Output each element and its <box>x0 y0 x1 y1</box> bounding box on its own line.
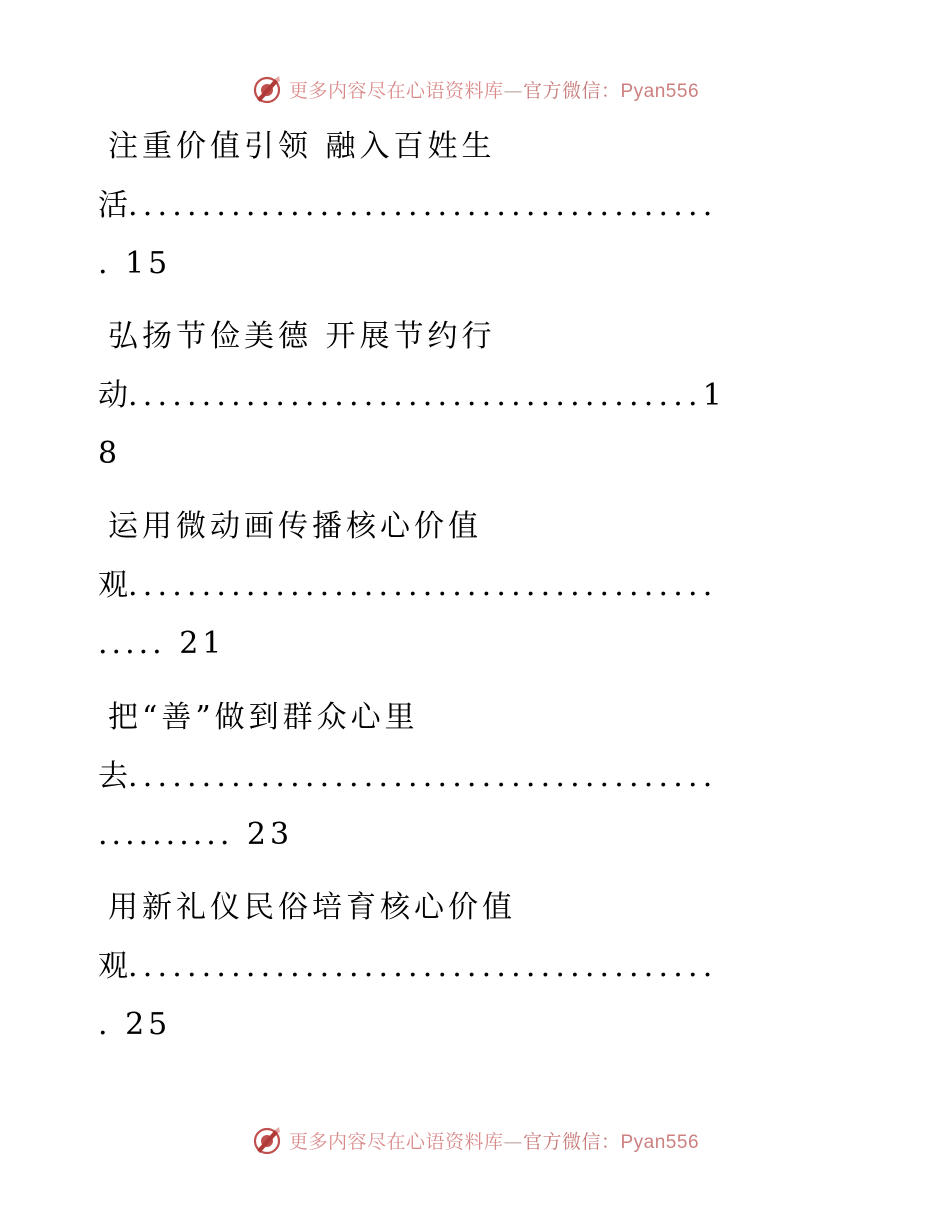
pen-logo-icon <box>251 73 283 105</box>
toc-entry-prefix: 去 <box>98 759 128 794</box>
toc-entry-title: 运用微动画传播核心价值 <box>108 509 482 544</box>
header-wechat-label: 官方微信： <box>522 79 621 102</box>
toc-entry-prefix: 观 <box>98 949 128 984</box>
toc-entry-title: 注重价值引领 融入百姓生 <box>108 129 496 164</box>
toc-entry-page: 1 <box>702 378 722 413</box>
toc-entry-leader <box>98 186 717 226</box>
pen-logo-icon <box>251 1124 283 1156</box>
toc-entry-dots: ........................................ <box>128 759 718 794</box>
toc-entry-page-line: ..... 21 <box>98 626 226 661</box>
header-banner <box>0 69 950 109</box>
toc-entry-leader <box>98 566 717 606</box>
toc-entry-prefix: 活 <box>98 188 128 223</box>
toc-entry-dots: ........................................ <box>128 949 718 984</box>
toc-entry-title: 把“善”做到群众心里 <box>108 700 419 735</box>
toc-entry-page-line: 8 <box>98 436 122 471</box>
header-banner-text: 更多内容尽在心语资料库 <box>288 79 504 102</box>
toc-entry-dots: ........................................ <box>128 188 718 223</box>
toc-entry-prefix: 观 <box>98 568 128 603</box>
footer-wechat-label: 官方微信： <box>522 1130 621 1153</box>
toc-entry-title: 用新礼仪民俗培育核心价值 <box>108 890 516 925</box>
footer-banner <box>0 1120 950 1160</box>
toc-entry-dots: ....................................... <box>128 378 703 413</box>
footer-wechat-handle: Pyan556 <box>620 1131 700 1153</box>
toc-entry-dots: ........................................ <box>128 568 718 603</box>
header-wechat-handle: Pyan556 <box>620 80 700 102</box>
toc-entry-leader <box>98 757 717 797</box>
toc-entry-leader <box>98 376 722 416</box>
toc-entry-leader <box>98 947 717 987</box>
header-banner-dash: — <box>503 79 523 102</box>
toc-entry-prefix: 动 <box>98 378 128 413</box>
toc-entry-page-line: .......... 23 <box>98 817 294 852</box>
toc-entry-page-line: . 15 <box>98 246 172 281</box>
footer-banner-text: 更多内容尽在心语资料库 <box>288 1130 504 1153</box>
toc-entry-page-line: . 25 <box>98 1007 172 1042</box>
footer-banner-dash: — <box>503 1130 523 1153</box>
toc-entry-title: 弘扬节俭美德 开展节约行 <box>108 319 496 354</box>
